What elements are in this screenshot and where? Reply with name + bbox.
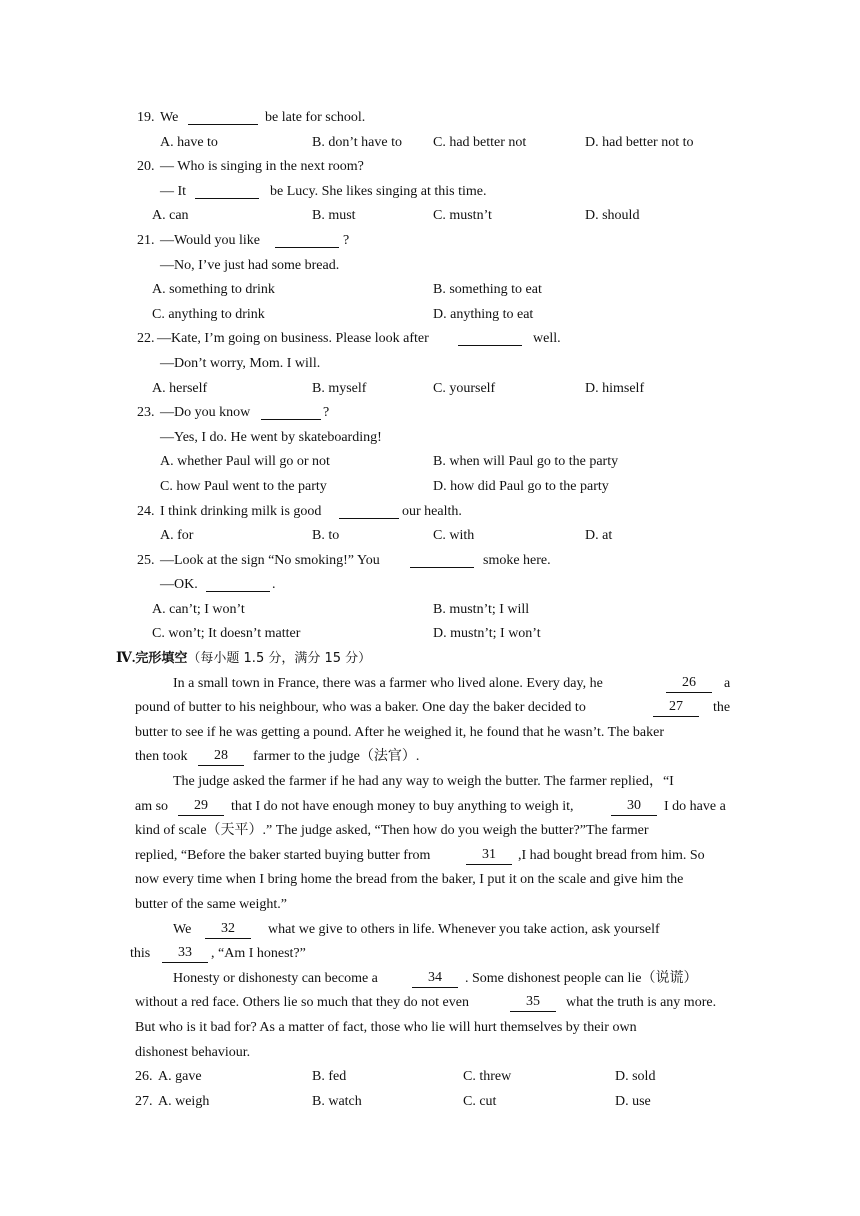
answer-blank[interactable] — [195, 182, 259, 199]
option-c[interactable]: C. mustn’t — [433, 208, 492, 224]
option-a[interactable]: A. for — [160, 528, 194, 544]
option-a[interactable]: A. weigh — [158, 1093, 210, 1109]
question-20-stem — [0, 155, 860, 180]
option-c[interactable]: C. yourself — [433, 380, 496, 396]
question-21-options-row1 — [0, 278, 860, 303]
option-c[interactable]: C. won’t; It doesn’t matter — [152, 626, 301, 642]
question-24-options — [0, 524, 860, 549]
stem-text: — It — [160, 183, 187, 199]
passage-line: dishonest behaviour. — [135, 1044, 251, 1060]
passage-line: then took 28 farmer to the judge（法官）. — [135, 748, 420, 765]
question-21-stem — [0, 229, 860, 254]
stem-text: —OK. — [160, 577, 198, 593]
stem-text: — Who is singing in the next room? — [160, 159, 364, 175]
question-21-options-row2 — [0, 303, 860, 328]
answer-blank[interactable] — [275, 231, 339, 248]
question-number: 27. — [135, 1093, 153, 1109]
blank-33[interactable]: 33 — [162, 945, 208, 963]
stem-text: be late for school. — [265, 110, 366, 125]
answer-blank[interactable] — [339, 502, 399, 519]
blank-26[interactable]: 26 — [666, 675, 712, 693]
stem-text: —Don’t worry, Mom. I will. — [160, 355, 321, 371]
stem-text: smoke here. — [483, 552, 551, 568]
stem-text: —Look at the sign “No smoking!” You — [160, 552, 380, 568]
passage-line: Honesty or dishonesty can become a 34 . Some dishonest people can lie（说谎） — [173, 969, 698, 986]
question-25-reply — [0, 573, 860, 598]
stem-text: our health. — [402, 503, 462, 519]
question-23-options-row2 — [0, 475, 860, 500]
option-b[interactable]: B. don’t have to — [312, 134, 402, 150]
question-number: 23. — [137, 405, 155, 421]
passage-line: But who is it bad for? As a matter of fact, those who lie will hurt themselves by their own — [135, 1019, 637, 1035]
answer-blank[interactable] — [410, 551, 474, 568]
question-number: 20. — [137, 159, 155, 175]
option-a[interactable]: A. can — [152, 208, 189, 224]
option-c[interactable]: C. threw — [463, 1069, 512, 1085]
passage-line: In a small town in France, there was a farmer who lived alone. Every day, he 26 a — [173, 674, 731, 691]
blank-29[interactable]: 29 — [178, 798, 224, 816]
passage-line: replied, “Before the baker started buying butter from 31 ,I had bought bread from him. So — [135, 846, 705, 863]
option-d[interactable]: D. use — [615, 1093, 651, 1109]
option-b[interactable]: B. fed — [312, 1069, 347, 1085]
option-d[interactable]: D. should — [585, 208, 640, 224]
section-note: （每小题 1.5 分，满分 15 分） — [187, 651, 372, 667]
question-23-reply — [0, 426, 860, 451]
section-title: 完形填空 — [135, 651, 188, 667]
option-d[interactable]: D. how did Paul go to the party — [433, 478, 609, 494]
stem-text: —Would you like — [160, 232, 260, 248]
option-b[interactable]: B. must — [312, 208, 356, 224]
passage-line: We 32 what we give to others in life. Whenever you take action, ask yourself — [173, 920, 660, 937]
option-c[interactable]: C. with — [433, 528, 475, 544]
option-c[interactable]: C. how Paul went to the party — [160, 478, 327, 494]
option-a[interactable]: A. gave — [158, 1069, 202, 1085]
option-d[interactable]: D. sold — [615, 1069, 656, 1085]
question-22-reply — [0, 352, 860, 377]
answer-blank[interactable] — [261, 403, 321, 420]
option-a[interactable]: A. whether Paul will go or not — [160, 454, 330, 470]
stem-text: ? — [323, 405, 330, 421]
stem-text: —No, I’ve just had some bread. — [160, 257, 340, 273]
option-c[interactable]: C. had better not — [433, 134, 527, 150]
option-a[interactable]: A. herself — [152, 380, 208, 396]
question-number: 24. — [137, 503, 155, 519]
blank-30[interactable]: 30 — [611, 798, 657, 816]
stem-text: —Do you know — [160, 405, 251, 421]
passage-line: kind of scale（天平）.” The judge asked, “Then how do you weigh the butter?”The farmer — [135, 823, 649, 839]
blank-34[interactable]: 34 — [412, 970, 458, 988]
answer-blank[interactable] — [188, 108, 258, 125]
blank-31[interactable]: 31 — [466, 847, 512, 865]
option-d[interactable]: D. himself — [585, 380, 645, 396]
stem-text: I think drinking milk is good — [160, 503, 322, 519]
question-20-reply — [0, 180, 860, 205]
option-b[interactable]: B. mustn’t; I will — [433, 601, 530, 617]
stem-text: We — [160, 110, 179, 125]
stem-text: —Yes, I do. He went by skateboarding! — [160, 429, 382, 445]
blank-27[interactable]: 27 — [653, 699, 699, 717]
passage-line: The judge asked the farmer if he had any way to weigh the butter. The farmer replied，“I — [173, 774, 674, 790]
question-25-stem — [0, 549, 860, 574]
question-number: 19. — [137, 110, 155, 125]
question-number: 25. — [137, 552, 155, 568]
question-22-stem — [0, 327, 860, 352]
option-d[interactable]: D. anything to eat — [433, 306, 534, 322]
passage-line: this 33 , “Am I honest?” — [130, 945, 306, 962]
option-b[interactable]: B. when will Paul go to the party — [433, 454, 619, 470]
option-d[interactable]: D. at — [585, 528, 613, 544]
blank-28[interactable]: 28 — [198, 748, 244, 766]
question-25-options-row1 — [0, 598, 860, 623]
stem-text: —Kate, I’m going on business. Please look after — [157, 331, 429, 347]
answer-blank[interactable] — [206, 575, 270, 592]
blank-32[interactable]: 32 — [205, 921, 251, 939]
answer-blank[interactable] — [458, 329, 522, 346]
cloze-26-options — [0, 1065, 860, 1090]
exam-page — [0, 106, 860, 1114]
option-c[interactable]: C. anything to drink — [152, 306, 265, 322]
question-number: 22. — [137, 331, 155, 347]
option-a[interactable]: A. something to drink — [152, 282, 275, 298]
passage-line: butter of the same weight.” — [135, 897, 288, 912]
option-a[interactable]: A. can’t; I won’t — [152, 601, 245, 617]
question-25-options-row2 — [0, 622, 860, 647]
passage-line: now every time when I bring home the bread from the baker, I put it on the scale and give him the — [135, 872, 684, 888]
option-b[interactable]: B. myself — [312, 380, 367, 396]
passage-line: pound of butter to his neighbour, who was a baker. One day the baker decided to 27 the — [135, 699, 731, 716]
blank-35[interactable]: 35 — [510, 994, 556, 1012]
question-23-stem — [0, 401, 860, 426]
option-d[interactable]: D. had better not to — [585, 134, 694, 150]
stem-text: ? — [343, 232, 350, 248]
question-21-reply — [0, 254, 860, 279]
option-b[interactable]: B. something to eat — [433, 282, 542, 298]
section-heading — [0, 647, 860, 672]
stem-text: . — [272, 577, 276, 593]
option-c[interactable]: C. cut — [463, 1093, 497, 1109]
passage-line: without a red face. Others lie so much that they do not even 35 what the truth is any more. — [135, 994, 717, 1011]
question-19-stem — [0, 106, 860, 131]
passage-line: am so 29 that I do not have enough money to buy anything to weigh it, 30 I do have a — [135, 797, 726, 814]
option-b[interactable]: B. watch — [312, 1093, 362, 1109]
option-d[interactable]: D. mustn’t; I won’t — [433, 626, 541, 642]
question-22-options — [0, 377, 860, 402]
question-19-options — [0, 131, 860, 156]
stem-text: well. — [533, 331, 561, 347]
option-a[interactable]: A. have to — [160, 134, 218, 150]
question-number: 21. — [137, 232, 155, 248]
question-number: 26. — [135, 1069, 153, 1085]
option-b[interactable]: B. to — [312, 528, 340, 544]
question-24-stem — [0, 500, 860, 525]
section-numeral: Ⅳ. — [116, 651, 136, 667]
passage-line: butter to see if he was getting a pound. After he weighed it, he found that he wasn’t. The baker — [135, 724, 664, 740]
stem-text: be Lucy. She likes singing at this time. — [270, 183, 487, 199]
cloze-27-options — [0, 1090, 860, 1115]
question-23-options-row1 — [0, 450, 860, 475]
question-20-options — [0, 204, 860, 229]
